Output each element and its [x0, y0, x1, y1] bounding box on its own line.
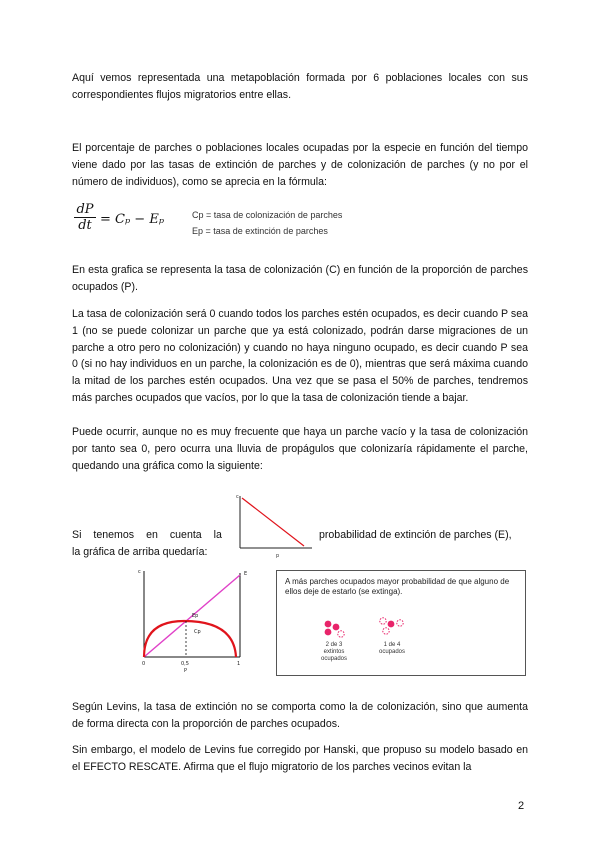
paragraph-extinction-start	[72, 527, 222, 544]
word: tenemos	[93, 529, 135, 541]
mini-colonization-chart	[232, 492, 314, 558]
word: cuenta	[169, 529, 202, 541]
patch-occupied	[325, 629, 332, 636]
curve-label-ep: Ep	[192, 613, 199, 619]
big-chart-label-c: c	[138, 569, 141, 575]
paragraph-colonization-rate: La tasa de colonización será 0 cuando todos los parches estén ocupados, es decir cuando P sea 1 (no se puede colonizar un parche que ya está colonizado, podrán darse migraciones de un parche a otro pero no colonización) y cuando no haya ninguno ocupado, es decir cuando P sea 0 (si no hay individuos en un parche, la colonización es de 0), mientras que será máxima cuando la mitad de los parches estén ocupados. Una vez que se pasa el 50% de parches, tendremos más parches ocupados que vacíos, por lo que la tasa de colonización tiende a bajar.	[72, 308, 528, 404]
formula-denominator: dt	[78, 218, 92, 233]
colonization-extinction-chart	[136, 565, 254, 673]
paragraph-levins-extinction: Según Levins, la tasa de extinción no se comporta como la de colonización, sino que aumenta de forma directa con la proporción de parches ocupados.	[72, 701, 528, 730]
formula-numerator: dP	[74, 202, 96, 218]
big-chart-label-e: E	[244, 571, 248, 577]
paragraph-formula-intro: El porcentaje de parches o poblaciones locales ocupadas por la especie en función del tiempo viene dado por las tasas de extinción de parches y de colonización de parches (y no por el número de individuos), como se aprecia en la fórmula:	[72, 142, 528, 188]
paragraph-intro: Aquí vemos representada una metapoblación formada por 6 poblaciones locales con sus correspondientes flujos migratorios entre ellas.	[72, 72, 528, 101]
patch-empty	[397, 620, 403, 626]
paragraph-extinction-end: la gráfica de arriba quedaría:	[72, 546, 208, 558]
x-tick-0: 0	[142, 661, 146, 667]
formula-legend-ep: Ep = tasa de extinción de parches	[192, 226, 328, 236]
patch-occupied	[325, 621, 332, 628]
paragraph-extinction-right: probabilidad de extinción de parches (E),	[319, 529, 512, 541]
formula-legend-cp: Cp = tasa de colonización de parches	[192, 210, 343, 220]
big-chart-x-label: P	[184, 668, 188, 673]
patch-empty	[380, 618, 386, 624]
page-number: 2	[518, 800, 525, 812]
colonization-curve	[144, 621, 236, 657]
patch-empty	[338, 631, 344, 637]
word: Si	[72, 529, 82, 541]
note-box-text: A más parches ocupados mayor probabilidad de que alguno de ellos deje de estarlo (se extinga).	[285, 577, 510, 596]
curve-label-cp: Cp	[194, 629, 201, 635]
paragraph-hanski-rescue: Sin embargo, el modelo de Levins fue corregido por Hanski, que propuso su modelo basado en el EFECTO RESCATE. Afirma que el flujo migratorio de los parches vecinos evitan la	[72, 744, 528, 773]
mini-chart-y-label: c	[236, 494, 239, 500]
word: la	[213, 529, 222, 541]
formula	[74, 200, 184, 246]
note-box-patch-diagram	[277, 571, 527, 677]
paragraph-propagule-rain: Puede ocurrir, aunque no es muy frecuente que haya un parche vacío y la tasa de colonización por tanto sea 0, pero ocurra una lluvia de propágulos que colonizaría rápidamente el parche, quedando una gráfica como la siguiente:	[72, 426, 528, 472]
patch-empty	[383, 628, 389, 634]
patch-occupied	[388, 621, 395, 628]
note-label-left: 2 de 3 extintos ocupados	[320, 642, 348, 662]
x-tick-1: 1	[237, 661, 241, 667]
note-label-right: 1 de 4 ocupados	[378, 642, 406, 655]
x-tick-mid: 0,5	[181, 661, 189, 667]
mini-chart-decreasing-line	[242, 498, 304, 546]
extinction-note-box	[276, 570, 526, 676]
word: en	[146, 529, 158, 541]
patch-occupied	[333, 624, 340, 631]
paragraph-colonization-graph: En esta grafica se representa la tasa de colonización (C) en función de la proporción de parches ocupados (P).	[72, 264, 528, 293]
mini-chart-x-label: p	[276, 553, 280, 558]
formula-rhs: = Cₚ − Eₚ	[100, 212, 165, 227]
